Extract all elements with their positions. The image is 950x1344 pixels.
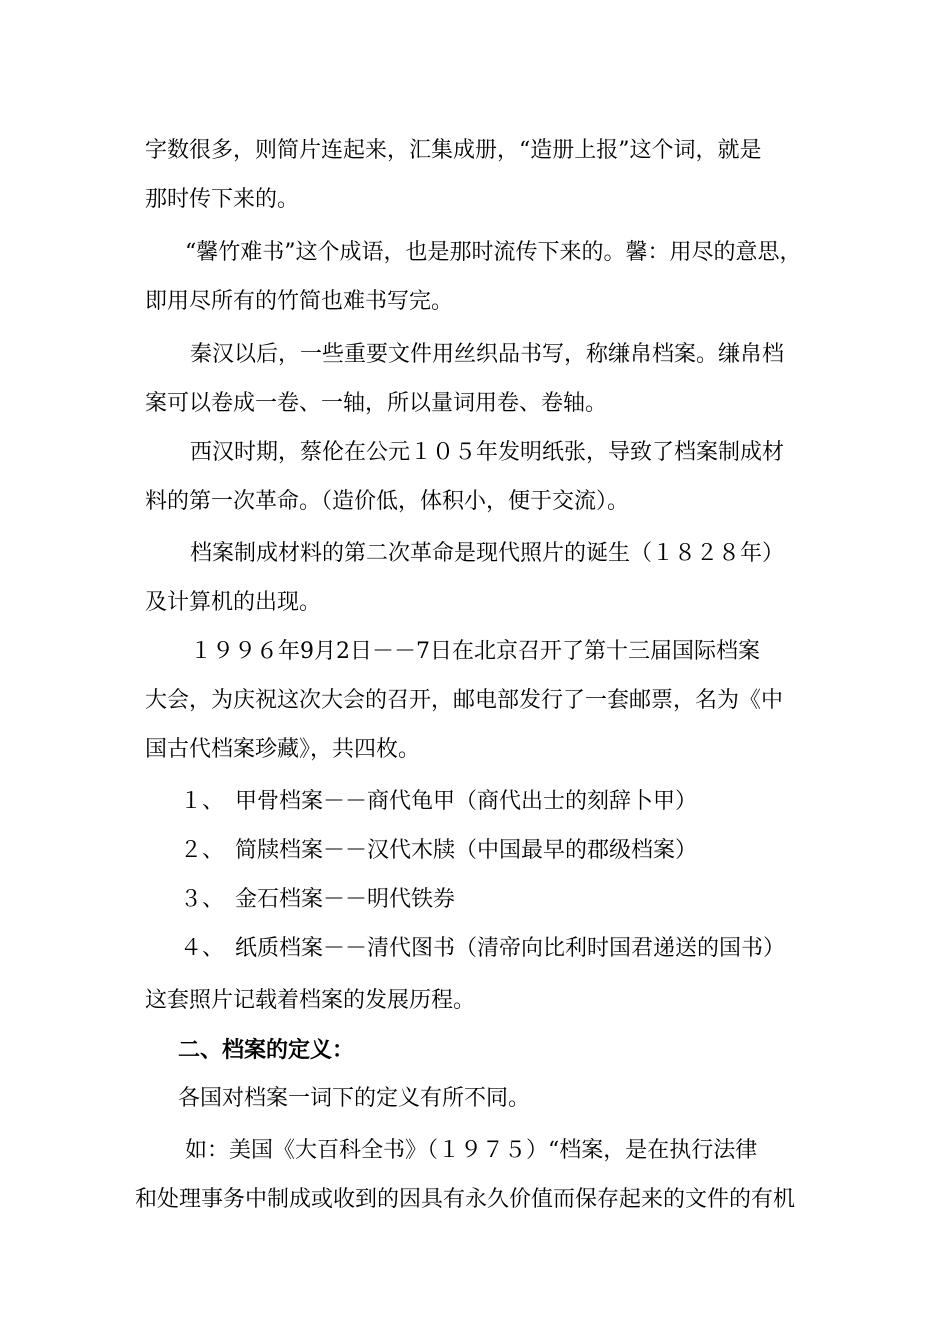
paragraph-line: 西汉时期，蔡伦在公元１０５年发明纸张，导致了档案制成材 [190,440,785,465]
paragraph-line: 那时传下来的。 [145,187,300,212]
paragraph-line: 案可以卷成一卷、一轴，所以量词用卷、卷轴。 [145,391,608,416]
list-item: ３、 金石档案－－明代铁券 [180,887,456,912]
paragraph-line: 字数很多，则简片连起来，汇集成册，“造册上报”这个词，就是 [145,138,762,163]
section-heading: 二、档案的定义： [178,1037,355,1063]
paragraph-line: 这套照片记载着档案的发展历程。 [145,988,476,1013]
list-item: ２、 简牍档案－－汉代木牍（中国最早的郡级档案） [180,838,698,863]
paragraph-line: 及计算机的出现。 [145,590,322,615]
paragraph-line: 即用尽所有的竹简也难书写完。 [145,289,454,314]
paragraph-line: 各国对档案一词下的定义有所不同。 [178,1086,531,1111]
paragraph-line: 大会，为庆祝这次大会的召开，邮电部发行了一套邮票，名为《中 [145,688,784,713]
list-item: １、 甲骨档案－－商代龟甲（商代出士的刻辞卜甲） [180,789,698,814]
paragraph-line: 档案制成材料的第二次革命是现代照片的诞生（１８２８年） [190,541,785,566]
paragraph-line: 如：美国《大百科全书》（１９７５）“档案，是在执行法律 [185,1138,758,1163]
list-item: ４、 纸质档案－－清代图书（清帝向比利时国君递送的国书） [180,936,786,961]
paragraph-line: 秦汉以后，一些重要文件用丝织品书写，称缣帛档案。缣帛档 [190,342,785,367]
paragraph-line: 和处理事务中制成或收到的因具有永久价值而保存起来的文件的有机 [135,1187,796,1212]
paragraph-line: 国古代档案珍藏》，共四枚。 [145,737,421,762]
paragraph-line: 料的第一次革命。（造价低，体积小，便于交流）。 [145,489,630,514]
paragraph-line: １９９６年9月2日－－7日在北京召开了第十三届国际档案 [190,639,760,664]
paragraph-line: “馨竹难书”这个成语，也是那时流传下来的。馨：用尽的意思， [185,240,802,265]
